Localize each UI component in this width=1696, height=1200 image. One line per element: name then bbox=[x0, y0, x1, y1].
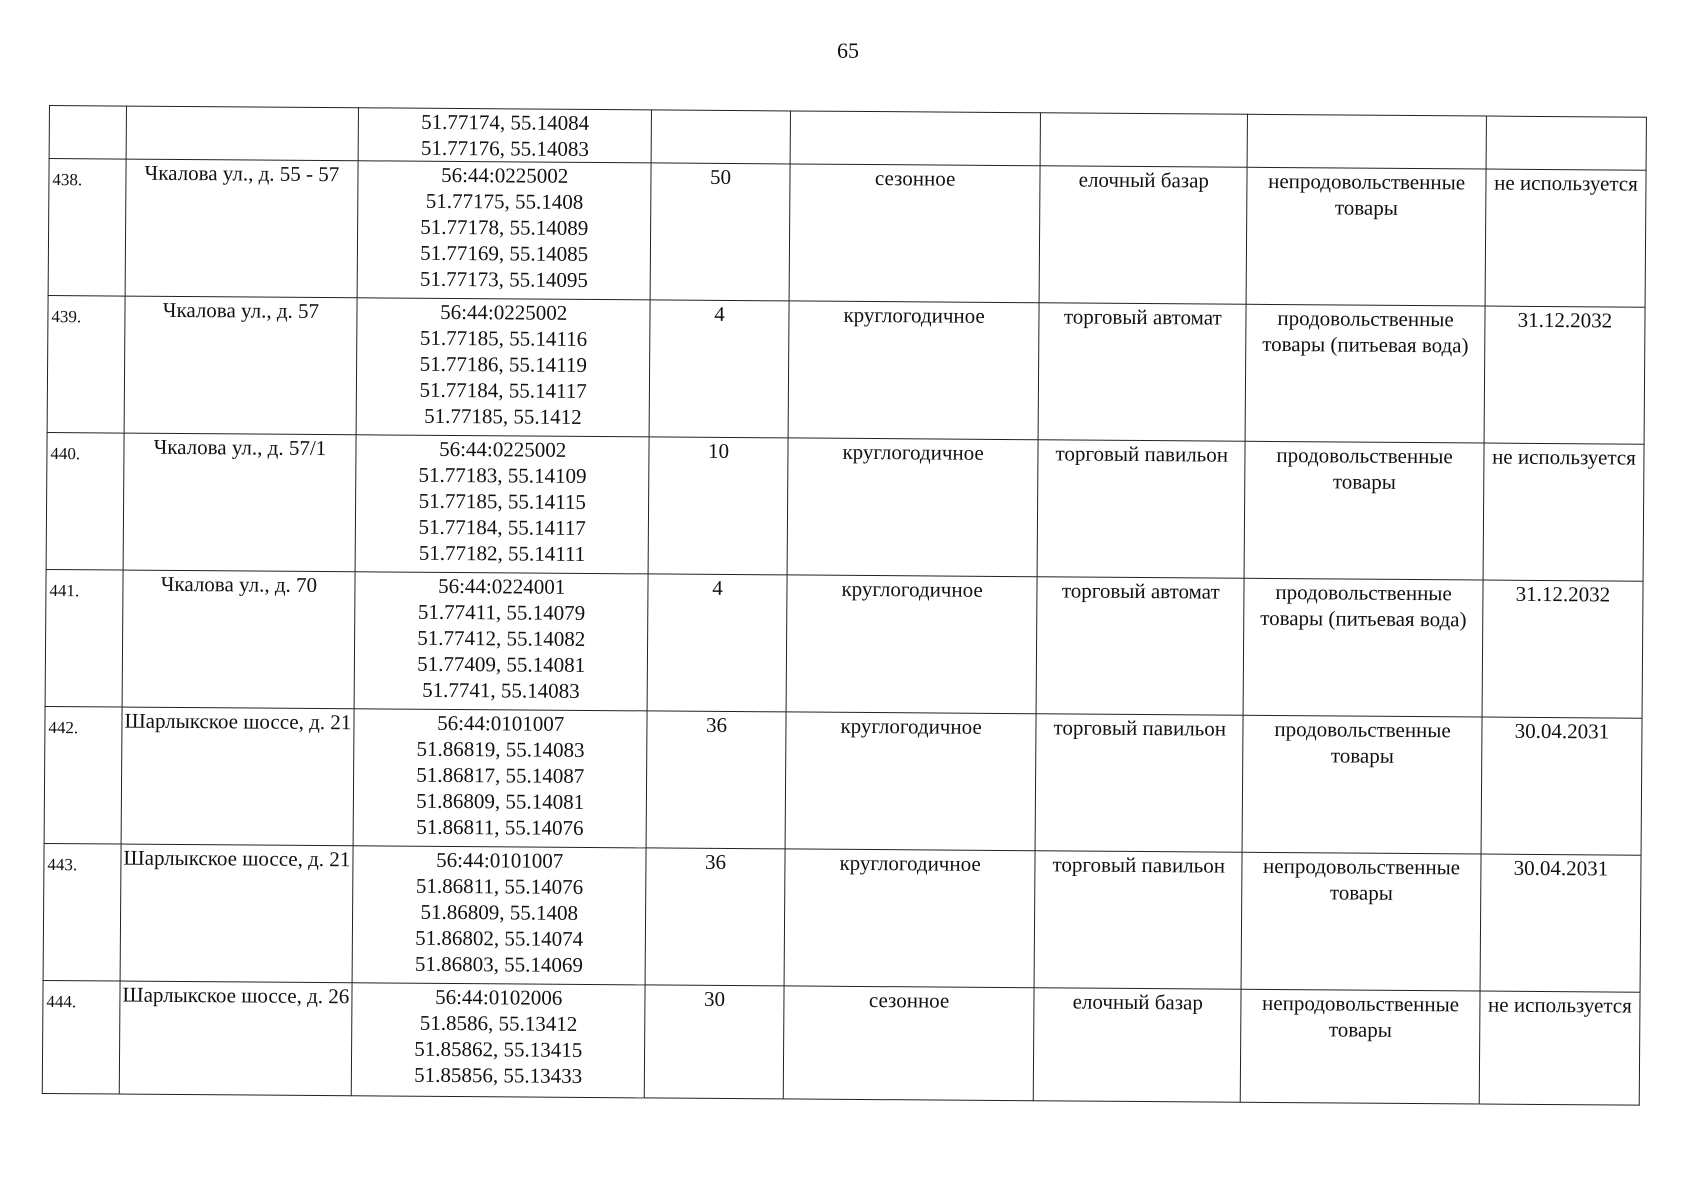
cell-address bbox=[126, 106, 359, 161]
cell-coords bbox=[354, 572, 648, 711]
coord-line: 56:44:0101007 bbox=[437, 710, 565, 736]
cell-address: Шарлыкское шоссе, д. 21 bbox=[120, 844, 353, 983]
coord-line: 51.86809, 55.14081 bbox=[416, 788, 585, 814]
coord-line: 51.77186, 55.14119 bbox=[419, 351, 588, 377]
cell-type: торговый автомат bbox=[1036, 577, 1244, 716]
table-row bbox=[45, 569, 1643, 718]
cell-address: Чкалова ул., д. 57 bbox=[124, 296, 357, 435]
cell-goods bbox=[1247, 114, 1486, 169]
cell-date: 31.12.2032 bbox=[1482, 580, 1643, 718]
coord-line: 51.8586, 55.13412 bbox=[419, 1010, 578, 1036]
table-body bbox=[42, 106, 1646, 1106]
coord-line: 51.85856, 55.13433 bbox=[414, 1062, 583, 1088]
cell-goods: продовольственные товары bbox=[1242, 715, 1482, 854]
cell-period: сезонное bbox=[783, 986, 1034, 1101]
coord-line: 51.86803, 55.14069 bbox=[414, 951, 584, 977]
coord-line: 51.77169, 55.14085 bbox=[420, 240, 589, 266]
cell-type: торговый павильон bbox=[1037, 440, 1245, 579]
cell-goods: продовольственные товары (питьевая вода) bbox=[1245, 304, 1485, 443]
cell-period bbox=[790, 111, 1041, 166]
cell-num: 444. bbox=[42, 980, 120, 1094]
coord-line: 51.77182, 55.14111 bbox=[418, 540, 586, 566]
coord-line: 51.77411, 55.14079 bbox=[417, 599, 586, 625]
cell-area: 36 bbox=[645, 848, 785, 986]
cell-num: 440. bbox=[46, 432, 124, 570]
cell-type: елочный базар bbox=[1039, 166, 1247, 305]
cell-type: торговый павильон bbox=[1035, 714, 1243, 853]
coord-line: 51.86817, 55.14087 bbox=[416, 762, 585, 788]
cell-address: Шарлыкское шоссе, д. 21 bbox=[121, 707, 354, 846]
cell-goods: непродовольственные товары bbox=[1240, 989, 1480, 1104]
coord-line: 51.86802, 55.14074 bbox=[415, 925, 584, 951]
cell-date: не используется bbox=[1479, 991, 1640, 1105]
cell-area: 50 bbox=[650, 163, 790, 301]
cell-area: 36 bbox=[646, 711, 786, 849]
cell-address: Чкалова ул., д. 70 bbox=[122, 570, 355, 709]
coord-line: 51.85862, 55.13415 bbox=[414, 1036, 583, 1062]
table-row bbox=[47, 295, 1645, 444]
cell-coords bbox=[353, 709, 647, 848]
coord-line: 56:44:0224001 bbox=[438, 573, 566, 599]
coord-line: 51.77173, 55.14095 bbox=[419, 266, 589, 292]
cell-goods: продовольственные товары bbox=[1244, 441, 1484, 580]
cell-date bbox=[1486, 116, 1646, 170]
coord-line: 51.77412, 55.14082 bbox=[417, 625, 586, 651]
cell-num bbox=[49, 106, 126, 160]
coord-line: 51.77176, 55.14083 bbox=[420, 135, 590, 161]
table-row bbox=[48, 159, 1646, 308]
coord-line: 51.77409, 55.14081 bbox=[417, 651, 586, 677]
coord-line: 56:44:0225002 bbox=[439, 436, 567, 462]
cell-area bbox=[651, 110, 790, 164]
cell-address: Чкалова ул., д. 55 - 57 bbox=[125, 159, 358, 298]
cell-period: круглогодичное bbox=[788, 301, 1040, 440]
cell-num: 441. bbox=[45, 569, 123, 707]
coord-line: 51.77184, 55.14117 bbox=[418, 514, 586, 540]
table-row bbox=[42, 980, 1640, 1105]
cell-period: круглогодичное bbox=[785, 712, 1037, 851]
coord-line: 51.86819, 55.14083 bbox=[416, 736, 585, 762]
coord-line: 51.86809, 55.1408 bbox=[420, 899, 579, 925]
cell-address: Чкалова ул., д. 57/1 bbox=[123, 433, 356, 572]
table-container bbox=[42, 105, 1647, 1106]
cell-num: 438. bbox=[48, 159, 126, 297]
cell-area: 10 bbox=[648, 437, 788, 575]
coord-line: 56:44:0102006 bbox=[435, 984, 563, 1010]
table-row bbox=[46, 432, 1644, 581]
cell-date: 31.12.2032 bbox=[1484, 306, 1645, 444]
coord-line: 51.86811, 55.14076 bbox=[415, 873, 584, 899]
cell-coords bbox=[357, 161, 651, 300]
coord-line: 51.77185, 55.14115 bbox=[418, 488, 587, 514]
trade-places-table bbox=[42, 105, 1647, 1106]
cell-area: 4 bbox=[649, 300, 789, 438]
cell-coords bbox=[352, 846, 646, 985]
cell-coords bbox=[358, 108, 652, 163]
coord-line: 51.77185, 55.1412 bbox=[424, 403, 582, 429]
cell-period: круглогодичное bbox=[787, 438, 1039, 577]
cell-num: 439. bbox=[47, 295, 125, 433]
cell-coords bbox=[356, 298, 650, 437]
coord-line: 51.77178, 55.14089 bbox=[420, 214, 589, 240]
coord-line: 51.86811, 55.14076 bbox=[416, 814, 584, 840]
coord-line: 56:44:0225002 bbox=[441, 162, 569, 188]
cell-num: 442. bbox=[44, 706, 122, 844]
coord-line: 51.7741, 55.14083 bbox=[422, 677, 580, 703]
cell-area: 30 bbox=[645, 985, 784, 1099]
coord-line: 51.77185, 55.14116 bbox=[419, 325, 588, 351]
coord-line: 51.77184, 55.14117 bbox=[419, 377, 587, 403]
table-row bbox=[43, 843, 1641, 992]
cell-goods: продовольственные товары (питьевая вода) bbox=[1243, 578, 1483, 717]
cell-type: елочный базар bbox=[1034, 988, 1242, 1103]
cell-goods: непродовольственные товары bbox=[1246, 167, 1486, 306]
cell-date: не используется bbox=[1485, 169, 1646, 307]
coord-line: 51.77175, 55.1408 bbox=[425, 188, 584, 214]
cell-goods: непродовольственные товары bbox=[1241, 852, 1481, 991]
table-row bbox=[44, 706, 1642, 855]
coord-line: 51.77183, 55.14109 bbox=[418, 462, 587, 488]
cell-num: 443. bbox=[43, 843, 121, 981]
cell-type bbox=[1041, 113, 1248, 168]
coord-line: 56:44:0101007 bbox=[436, 847, 564, 873]
cell-period: сезонное bbox=[789, 164, 1041, 303]
cell-type: торговый автомат bbox=[1038, 303, 1246, 442]
coord-line: 56:44:0225002 bbox=[440, 299, 568, 325]
cell-coords bbox=[355, 435, 649, 574]
cell-type: торговый павильон bbox=[1034, 851, 1242, 990]
cell-coords bbox=[351, 983, 645, 1098]
cell-date: не используется bbox=[1483, 443, 1644, 581]
cell-address: Шарлыкское шоссе, д. 26 bbox=[119, 981, 352, 1096]
cell-period: круглогодичное bbox=[786, 575, 1038, 714]
cell-period: круглогодичное bbox=[784, 849, 1036, 988]
cell-date: 30.04.2031 bbox=[1480, 854, 1641, 992]
page-number: 65 bbox=[837, 38, 859, 63]
cell-date: 30.04.2031 bbox=[1481, 717, 1642, 855]
coord-line: 51.77174, 55.14084 bbox=[421, 109, 590, 135]
cell-area: 4 bbox=[647, 574, 787, 712]
